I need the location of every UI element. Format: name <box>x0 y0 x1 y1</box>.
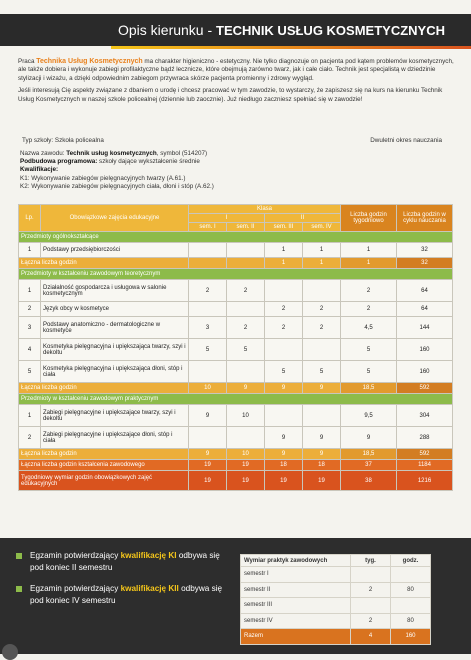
total-weekly-label: Tygodniowy wymiar godzin obowiązkowych zajęć edukacyjnych <box>19 471 189 491</box>
qualifications-label <box>20 166 440 174</box>
row-lp: 5 <box>19 361 41 383</box>
total-vocational-label: Łączna liczba godzin kształcenia zawodowego <box>19 460 189 471</box>
practice-row <box>241 567 431 583</box>
profession-label: Nazwa zawodu: <box>20 150 67 157</box>
practice-weeks: 2 <box>351 582 391 598</box>
row-cycle: 288 <box>397 427 453 449</box>
qualification-k2: K2: Wykonywanie zabiegów pielęgnacyjnych ciała, dłoni i stóp (A.62.) <box>20 182 214 190</box>
total2-weekly: 38 <box>341 471 397 491</box>
exam-1-rest: odbywa się pod koniec II semestru <box>30 551 220 572</box>
row-weekly: 2 <box>341 302 397 317</box>
row-sem3: 9 <box>265 427 303 449</box>
sum-label: Łączna liczba godzin <box>19 383 189 394</box>
intro-text <box>18 58 456 108</box>
total2-sem3: 19 <box>265 471 303 491</box>
row-sem2 <box>227 302 265 317</box>
sum-row <box>19 258 453 269</box>
duration: Dwuletni okres nauczania <box>370 137 442 144</box>
practice-header-godz: godz. <box>391 555 431 567</box>
practice-header-title: Wymiar praktyk zawodowych <box>241 555 351 567</box>
sum-sem3: 9 <box>265 449 303 460</box>
sum-cycle: 32 <box>397 258 453 269</box>
bullet-square-icon <box>16 586 22 592</box>
sum-sem3: 1 <box>265 258 303 269</box>
practice-total-row <box>241 629 431 645</box>
page-header <box>0 14 471 46</box>
col-sem-2: sem. II <box>227 223 265 232</box>
sum-sem1: 10 <box>189 383 227 394</box>
row-sem3 <box>265 280 303 302</box>
row-subject: Kosmetyka pielęgnacyjna i upiększająca dłoni, stóp i ciała <box>41 361 189 383</box>
profession-info <box>20 150 440 191</box>
row-sem3: 2 <box>265 302 303 317</box>
bullet-square-icon <box>16 553 22 559</box>
row-weekly: 1 <box>341 243 397 258</box>
row-sem4: 9 <box>303 427 341 449</box>
row-subject: Zabiegi pielęgnacyjne i upiększające dłoni, stóp i ciała <box>41 427 189 449</box>
exam-item-2 <box>16 583 226 607</box>
total-cycle: 1184 <box>397 460 453 471</box>
qualifications-heading: Kwalifikacje: <box>20 166 59 174</box>
sum-sem1 <box>189 258 227 269</box>
row-sem4: 1 <box>303 243 341 258</box>
sum-label: Łączna liczba godzin <box>19 449 189 460</box>
intro-brand: Technika Usług Kosmetycznych <box>36 58 143 65</box>
row-sem4: 2 <box>303 302 341 317</box>
sum-cycle: 592 <box>397 449 453 460</box>
row-sem3: 2 <box>265 317 303 339</box>
row-cycle: 304 <box>397 405 453 427</box>
row-subject: Zabiegi pielęgnacyjne i upiększające twarzy, szyi i dekoltu <box>41 405 189 427</box>
school-type-row <box>22 137 442 144</box>
sum-weekly: 18,5 <box>341 383 397 394</box>
sum-sem4: 1 <box>303 258 341 269</box>
practice-weeks <box>351 567 391 583</box>
sum-row <box>19 383 453 394</box>
qualification-k1: K1: Wykonywanie zabiegów pielęgnacyjnych twarzy (A.61.) <box>20 174 186 182</box>
total-sem2: 19 <box>227 460 265 471</box>
practice-semester: semestr IV <box>241 613 351 629</box>
row-sem1 <box>189 361 227 383</box>
col-klasa: Klasa <box>189 205 341 214</box>
practice-semester: semestr III <box>241 598 351 614</box>
col-lp: Lp. <box>19 205 41 232</box>
intro-p1-start: Praca <box>18 58 37 65</box>
practice-total-weeks: 4 <box>351 629 391 645</box>
practice-hours: 80 <box>391 613 431 629</box>
row-cycle: 160 <box>397 339 453 361</box>
intro-p1-rest: ma charakter higieniczno - estetyczny. Nie tylko diagnozuje on pacjenta pod kątem problemów kosmetycznych, ale także dobiera i wykonuje zabiegi profilaktyczne bądź lecznicze, które obejmują zarówno twarz, jak i całe ciało. Technik jest specjalistą w dziedzinie stylizacji i wizażu, a dzięki odpowiednim zabiegom przywraca skórze pacjenta promienny i zdrowy wygląd. <box>18 58 454 82</box>
row-lp: 1 <box>19 243 41 258</box>
practice-hours <box>391 567 431 583</box>
row-sem4 <box>303 339 341 361</box>
sum-cycle: 592 <box>397 383 453 394</box>
row-lp: 2 <box>19 302 41 317</box>
exam-1-highlight: kwalifikację KI <box>120 551 177 560</box>
sum-weekly: 18,5 <box>341 449 397 460</box>
header-title: TECHNIK USŁUG KOSMETYCZNYCH <box>216 23 445 38</box>
row-sem2 <box>227 361 265 383</box>
profession-symbol: , symbol (514207) <box>156 150 208 157</box>
row-sem1 <box>189 302 227 317</box>
total-sem3: 18 <box>265 460 303 471</box>
row-weekly: 9,5 <box>341 405 397 427</box>
table-row <box>19 339 453 361</box>
table-row <box>19 405 453 427</box>
exam-2-rest: odbywa się pod koniec IV semestru <box>30 584 223 605</box>
profession-value: Technik usług kosmetycznych <box>66 150 157 157</box>
sum-sem3: 9 <box>265 383 303 394</box>
row-subject: Działalność gospodarcza i usługowa w salonie kosmetycznym <box>41 280 189 302</box>
row-sem1: 2 <box>189 280 227 302</box>
row-sem3: 5 <box>265 361 303 383</box>
total2-sem2: 19 <box>227 471 265 491</box>
total2-cycle: 1216 <box>397 471 453 491</box>
table-row <box>19 280 453 302</box>
row-sem4 <box>303 405 341 427</box>
practice-row <box>241 598 431 614</box>
row-sem1 <box>189 243 227 258</box>
exam-list <box>16 550 226 616</box>
row-sem2: 5 <box>227 339 265 361</box>
sum-label: Łączna liczba godzin <box>19 258 189 269</box>
practice-total-hours: 160 <box>391 629 431 645</box>
row-lp: 1 <box>19 280 41 302</box>
sum-row <box>19 449 453 460</box>
sum-sem2 <box>227 258 265 269</box>
row-sem2: 2 <box>227 280 265 302</box>
total-weekly-row <box>19 471 453 491</box>
row-subject: Kosmetyka pielęgnacyjna i upiększająca twarzy, szyi i dekoltu <box>41 339 189 361</box>
sum-sem2: 9 <box>227 383 265 394</box>
header-accent-strip <box>111 46 471 49</box>
row-cycle: 64 <box>397 302 453 317</box>
practice-semester: semestr I <box>241 567 351 583</box>
row-sem1: 9 <box>189 405 227 427</box>
total2-sem4: 19 <box>303 471 341 491</box>
logo-icon <box>2 644 18 660</box>
row-lp: 3 <box>19 317 41 339</box>
sum-weekly: 1 <box>341 258 397 269</box>
school-type: Typ szkoły: Szkoła policealna <box>22 137 104 144</box>
table-row <box>19 243 453 258</box>
podbudowa-label: Podbudowa programowa: <box>20 158 98 166</box>
row-sem4 <box>303 280 341 302</box>
row-sem2 <box>227 243 265 258</box>
row-weekly: 9 <box>341 427 397 449</box>
row-sem1: 5 <box>189 339 227 361</box>
practice-hours <box>391 598 431 614</box>
sum-sem4: 9 <box>303 383 341 394</box>
row-cycle: 64 <box>397 280 453 302</box>
practice-semester: semestr II <box>241 582 351 598</box>
practice-row <box>241 582 431 598</box>
practice-table <box>240 554 431 645</box>
total2-sem1: 19 <box>189 471 227 491</box>
total-sem4: 18 <box>303 460 341 471</box>
total-sem1: 19 <box>189 460 227 471</box>
col-subject: Obowiązkowe zajęcia edukacyjne <box>41 205 189 232</box>
row-sem2: 2 <box>227 317 265 339</box>
intro-paragraph-2: Jeśli interesują Cię aspekty związane z dbaniem o urodę i chcesz pracować w tym zawodzie, to wystarczy, że zapiszesz się na kurs na kierunku Technik Usług Kosmetycznych w naszej szkole policealnej (dziennie lub zaocznie). Już niedługo zaczniesz spełniać się w zawodzie! <box>18 87 443 103</box>
sum-sem4: 9 <box>303 449 341 460</box>
practice-row <box>241 613 431 629</box>
row-sem2: 10 <box>227 405 265 427</box>
row-sem4: 5 <box>303 361 341 383</box>
col-sem-4: sem. IV <box>303 223 341 232</box>
row-sem4: 2 <box>303 317 341 339</box>
exam-2-text: Egzamin potwierdzający <box>30 584 121 593</box>
row-cycle: 144 <box>397 317 453 339</box>
total-weekly: 37 <box>341 460 397 471</box>
row-sem1: 3 <box>189 317 227 339</box>
exam-item-1 <box>16 550 226 574</box>
section-praktyczne: Przedmioty w kształceniu zawodowym praktycznym <box>19 394 453 405</box>
profession-name <box>20 150 440 158</box>
section-ogolne: Przedmioty ogólnokształcące <box>19 232 453 243</box>
col-klasa-II: II <box>265 214 341 223</box>
section-teoretyczne: Przedmioty w kształceniu zawodowym teoretycznym <box>19 269 453 280</box>
row-weekly: 5 <box>341 339 397 361</box>
row-sem3 <box>265 339 303 361</box>
sum-sem1: 9 <box>189 449 227 460</box>
row-sem3 <box>265 405 303 427</box>
row-weekly: 5 <box>341 361 397 383</box>
total-vocational-row <box>19 460 453 471</box>
exam-1-text: Egzamin potwierdzający <box>30 551 121 560</box>
sum-sem2: 10 <box>227 449 265 460</box>
row-sem3: 1 <box>265 243 303 258</box>
row-weekly: 2 <box>341 280 397 302</box>
row-lp: 4 <box>19 339 41 361</box>
practice-weeks <box>351 598 391 614</box>
row-cycle: 32 <box>397 243 453 258</box>
curriculum-table <box>18 204 453 491</box>
col-weekly: Liczba godzin tygodniowo <box>341 205 397 232</box>
practice-weeks: 2 <box>351 613 391 629</box>
intro-paragraph-1 <box>18 58 456 83</box>
row-cycle: 160 <box>397 361 453 383</box>
practice-total-label: Razem <box>241 629 351 645</box>
table-row <box>19 317 453 339</box>
row-subject: Podstawy anatomiczno - dermatologiczne w kosmetyce <box>41 317 189 339</box>
row-lp: 2 <box>19 427 41 449</box>
podbudowa <box>20 158 440 166</box>
bottom-panel <box>0 538 471 654</box>
row-subject: Język obcy w kosmetyce <box>41 302 189 317</box>
table-row <box>19 361 453 383</box>
row-sem2 <box>227 427 265 449</box>
col-cycle: Liczba godzin w cyklu nauczania <box>397 205 453 232</box>
table-row <box>19 427 453 449</box>
row-sem1 <box>189 427 227 449</box>
col-klasa-I: I <box>189 214 265 223</box>
row-subject: Podstawy przedsiębiorczości <box>41 243 189 258</box>
table-row <box>19 302 453 317</box>
col-sem-1: sem. I <box>189 223 227 232</box>
practice-header-tyg: tyg. <box>351 555 391 567</box>
header-prefix: Opis kierunku - <box>118 22 217 38</box>
row-lp: 1 <box>19 405 41 427</box>
practice-hours: 80 <box>391 582 431 598</box>
exam-2-highlight: kwalifikację KII <box>120 584 179 593</box>
podbudowa-value: szkoły dające wykształcenie średnie <box>97 158 200 166</box>
col-sem-3: sem. III <box>265 223 303 232</box>
row-weekly: 4,5 <box>341 317 397 339</box>
